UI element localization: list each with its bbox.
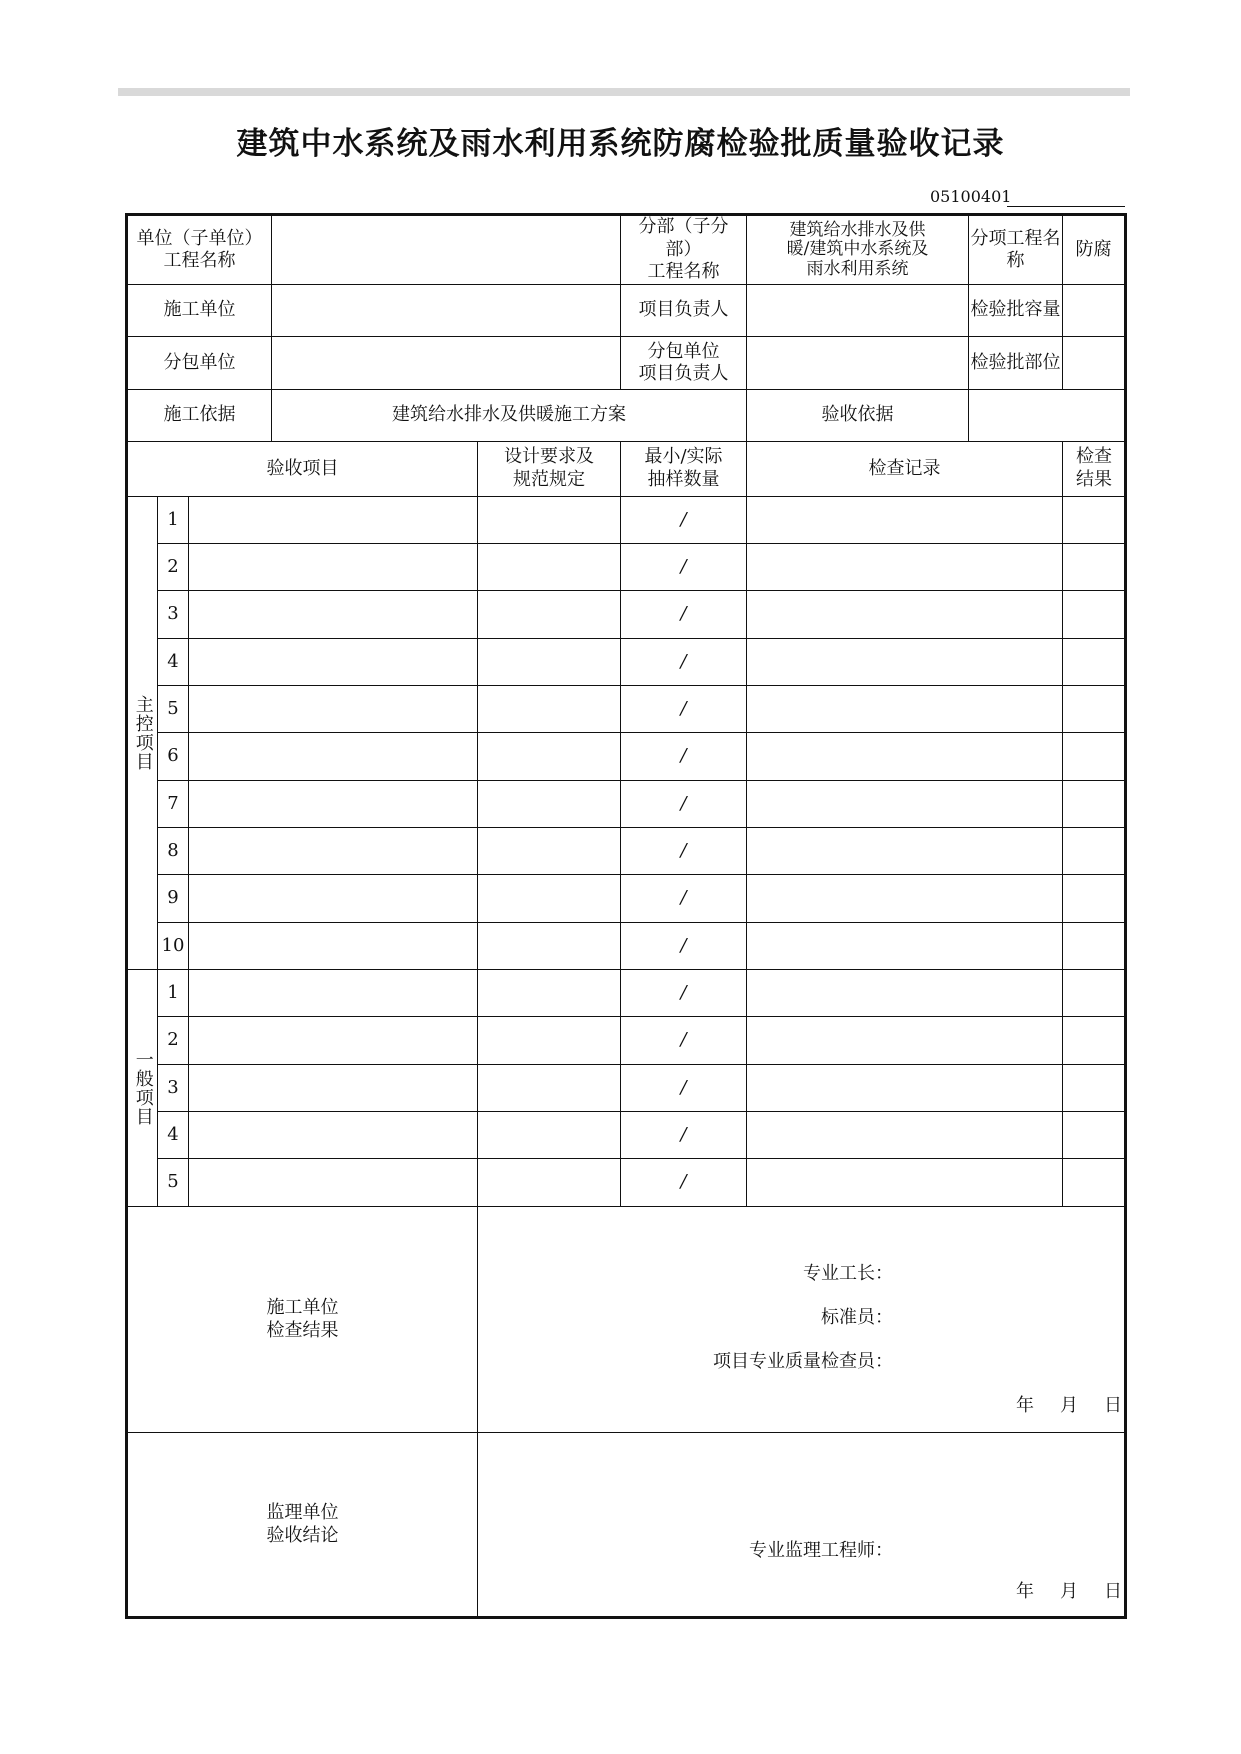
day-label: 日 xyxy=(1104,1394,1123,1416)
contractor-check-label: 施工单位 检查结果 xyxy=(127,1206,478,1433)
row-number: 1 xyxy=(158,970,189,1017)
row-number: 4 xyxy=(158,638,189,685)
item-cell[interactable] xyxy=(189,733,478,780)
table-row xyxy=(127,638,1126,685)
sample-cell[interactable]: / xyxy=(621,685,747,732)
item-cell[interactable] xyxy=(189,543,478,590)
table-row xyxy=(127,828,1126,875)
sample-cell[interactable]: / xyxy=(621,543,747,590)
record-cell[interactable] xyxy=(747,591,1063,638)
design-cell[interactable] xyxy=(478,591,621,638)
result-cell[interactable] xyxy=(1063,733,1126,780)
sub-manager-field[interactable] xyxy=(747,337,969,389)
form-code: 05100401 xyxy=(930,187,1012,206)
supervisor-check-label: 监理单位 验收结论 xyxy=(127,1433,478,1618)
record-cell[interactable] xyxy=(747,970,1063,1017)
design-cell[interactable] xyxy=(478,638,621,685)
subcontractor-label: 分包单位 xyxy=(127,337,272,389)
sample-cell[interactable]: / xyxy=(621,875,747,922)
subitem-label: 分项工程名称 xyxy=(969,215,1063,285)
item-cell[interactable] xyxy=(189,780,478,827)
month-label: 月 xyxy=(1060,1581,1079,1603)
column-header-item: 验收项目 xyxy=(127,442,478,496)
table-row xyxy=(127,543,1126,590)
row-number: 4 xyxy=(158,1112,189,1159)
contractor-date[interactable] xyxy=(990,1395,1122,1418)
result-cell[interactable] xyxy=(1063,1017,1126,1064)
result-cell[interactable] xyxy=(1063,828,1126,875)
item-cell[interactable] xyxy=(189,496,478,543)
table-row xyxy=(127,922,1126,969)
row-number: 9 xyxy=(158,875,189,922)
result-cell[interactable] xyxy=(1063,591,1126,638)
page-title: 建筑中水系统及雨水利用系统防腐检验批质量验收记录 xyxy=(236,126,1005,162)
row-number: 2 xyxy=(158,1017,189,1064)
record-cell[interactable] xyxy=(747,875,1063,922)
result-cell[interactable] xyxy=(1063,1159,1126,1206)
contractor-check-area[interactable] xyxy=(478,1206,1126,1433)
table-row xyxy=(127,591,1126,638)
design-cell[interactable] xyxy=(478,922,621,969)
result-cell[interactable] xyxy=(1063,1112,1126,1159)
record-cell[interactable] xyxy=(747,685,1063,732)
design-cell[interactable] xyxy=(478,496,621,543)
table-row xyxy=(127,875,1126,922)
supervisor-check-area[interactable] xyxy=(478,1433,1126,1618)
item-cell[interactable] xyxy=(189,1017,478,1064)
record-cell[interactable] xyxy=(747,543,1063,590)
sample-cell[interactable]: / xyxy=(621,828,747,875)
subcontractor-field[interactable] xyxy=(272,337,621,389)
design-cell[interactable] xyxy=(478,733,621,780)
month-label: 月 xyxy=(1060,1394,1079,1416)
design-cell[interactable] xyxy=(478,1159,621,1206)
table-row xyxy=(127,1112,1126,1159)
row-number: 3 xyxy=(158,1064,189,1111)
subitem-field[interactable]: 防腐 xyxy=(1063,215,1126,285)
result-cell[interactable] xyxy=(1063,638,1126,685)
table-row xyxy=(127,780,1126,827)
record-cell[interactable] xyxy=(747,1112,1063,1159)
row-number: 5 xyxy=(158,685,189,732)
project-manager-label: 项目负责人 xyxy=(621,285,747,337)
column-header-design: 设计要求及 规范规定 xyxy=(478,442,621,496)
item-cell[interactable] xyxy=(189,922,478,969)
basis-field[interactable]: 建筑给水排水及供暖施工方案 xyxy=(272,389,747,441)
unit-name-field[interactable] xyxy=(272,215,621,285)
result-cell[interactable] xyxy=(1063,875,1126,922)
general-items-label: 一般项目 xyxy=(127,970,158,1207)
result-cell[interactable] xyxy=(1063,922,1126,969)
record-cell[interactable] xyxy=(747,1017,1063,1064)
column-header-result: 检查 结果 xyxy=(1063,442,1126,496)
form-code-underline xyxy=(1007,206,1125,207)
row-number: 1 xyxy=(158,496,189,543)
table-row xyxy=(127,1064,1126,1111)
record-cell[interactable] xyxy=(747,496,1063,543)
design-cell[interactable] xyxy=(478,685,621,732)
item-cell[interactable] xyxy=(189,638,478,685)
unit-name-label: 单位（子单位） 工程名称 xyxy=(127,215,272,285)
sample-cell[interactable]: / xyxy=(621,591,747,638)
item-cell[interactable] xyxy=(189,828,478,875)
item-cell[interactable] xyxy=(189,1159,478,1206)
batch-capacity-label: 检验批容量 xyxy=(969,285,1063,337)
record-cell[interactable] xyxy=(747,733,1063,780)
basis-label: 施工依据 xyxy=(127,389,272,441)
design-cell[interactable] xyxy=(478,1112,621,1159)
table-row xyxy=(127,685,1126,732)
design-cell[interactable] xyxy=(478,543,621,590)
item-cell[interactable] xyxy=(189,591,478,638)
result-cell[interactable] xyxy=(1063,543,1126,590)
sample-cell[interactable]: / xyxy=(621,780,747,827)
item-cell[interactable] xyxy=(189,1112,478,1159)
supervisor-date[interactable] xyxy=(990,1581,1122,1604)
design-cell[interactable] xyxy=(478,828,621,875)
item-cell[interactable] xyxy=(189,875,478,922)
sample-cell[interactable]: / xyxy=(621,1159,747,1206)
record-cell[interactable] xyxy=(747,780,1063,827)
contractor-field[interactable] xyxy=(272,285,621,337)
batch-location-label: 检验批部位 xyxy=(969,337,1063,389)
row-number: 2 xyxy=(158,543,189,590)
top-rule xyxy=(118,88,1130,96)
item-cell[interactable] xyxy=(189,1064,478,1111)
sample-cell[interactable]: / xyxy=(621,1064,747,1111)
design-cell[interactable] xyxy=(478,1064,621,1111)
row-number: 7 xyxy=(158,780,189,827)
result-cell[interactable] xyxy=(1063,1064,1126,1111)
record-cell[interactable] xyxy=(747,828,1063,875)
foreman-signature-label: 专业工长： xyxy=(803,1262,894,1284)
item-cell[interactable] xyxy=(189,685,478,732)
sample-cell[interactable]: / xyxy=(621,1112,747,1159)
record-cell[interactable] xyxy=(747,922,1063,969)
table-row xyxy=(127,1017,1126,1064)
batch-capacity-field[interactable] xyxy=(1063,285,1126,337)
design-cell[interactable] xyxy=(478,970,621,1017)
day-label: 日 xyxy=(1104,1581,1123,1603)
item-cell[interactable] xyxy=(189,970,478,1017)
row-number: 10 xyxy=(158,922,189,969)
row-number: 5 xyxy=(158,1159,189,1206)
subdivision-label: 分部（子分部） 工程名称 xyxy=(621,215,747,285)
quality-inspector-signature-label: 项目专业质量检查员： xyxy=(713,1350,894,1372)
sample-cell[interactable]: / xyxy=(621,922,747,969)
result-cell[interactable] xyxy=(1063,780,1126,827)
design-cell[interactable] xyxy=(478,1017,621,1064)
sub-manager-label: 分包单位 项目负责人 xyxy=(621,337,747,389)
column-header-sample: 最小/实际 抽样数量 xyxy=(621,442,747,496)
table-row xyxy=(127,1159,1126,1206)
column-header-record: 检查记录 xyxy=(747,442,1063,496)
contractor-label: 施工单位 xyxy=(127,285,272,337)
batch-location-field[interactable] xyxy=(1063,337,1126,389)
subdivision-field[interactable]: 建筑给水排水及供 暖/建筑中水系统及 雨水利用系统 xyxy=(747,215,969,285)
sample-cell[interactable]: / xyxy=(621,1017,747,1064)
record-cell[interactable] xyxy=(747,638,1063,685)
result-cell[interactable] xyxy=(1063,496,1126,543)
row-number: 3 xyxy=(158,591,189,638)
sample-cell[interactable]: / xyxy=(621,970,747,1017)
table-row xyxy=(127,970,1126,1017)
table-row xyxy=(127,733,1126,780)
main-items-label: 主控项目 xyxy=(127,496,158,969)
project-manager-field[interactable] xyxy=(747,285,969,337)
acceptance-basis-label: 验收依据 xyxy=(747,389,969,441)
design-cell[interactable] xyxy=(478,780,621,827)
table-row xyxy=(127,496,1126,543)
record-cell[interactable] xyxy=(747,1159,1063,1206)
design-cell[interactable] xyxy=(478,875,621,922)
sample-cell[interactable]: / xyxy=(621,733,747,780)
row-number: 6 xyxy=(158,733,189,780)
standards-signature-label: 标准员： xyxy=(821,1306,894,1328)
sample-cell[interactable]: / xyxy=(621,638,747,685)
year-label: 年 xyxy=(1016,1394,1035,1416)
record-cell[interactable] xyxy=(747,1064,1063,1111)
row-number: 8 xyxy=(158,828,189,875)
inspection-form xyxy=(125,213,1127,1619)
supervising-engineer-signature-label: 专业监理工程师： xyxy=(749,1540,894,1562)
year-label: 年 xyxy=(1016,1581,1035,1603)
acceptance-basis-field[interactable] xyxy=(969,389,1126,441)
result-cell[interactable] xyxy=(1063,685,1126,732)
sample-cell[interactable]: / xyxy=(621,496,747,543)
result-cell[interactable] xyxy=(1063,970,1126,1017)
